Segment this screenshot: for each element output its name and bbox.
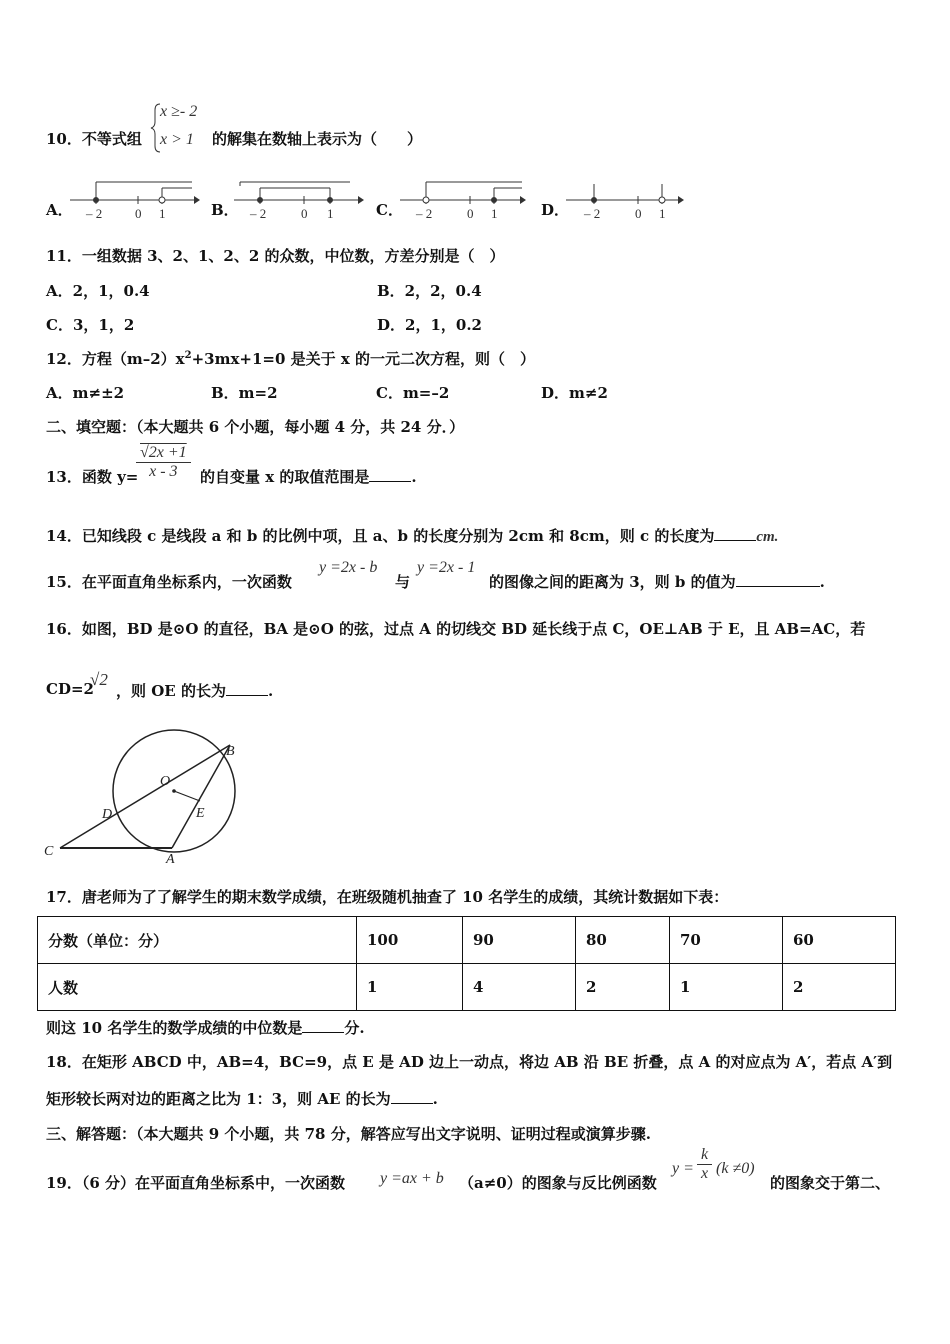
- table-cell-score-header: 分数（单位：分）: [38, 917, 357, 964]
- q15-function-1: y =2x - b: [319, 559, 378, 576]
- q10-suffix: 的解集在数轴上表示为（ ）: [212, 130, 423, 148]
- q14-text: 14．已知线段 c 是线段 a 和 b 的比例中项，且 a、b 的长度分别为 2cm 和 8cm，则 c 的长度为: [46, 527, 715, 545]
- q10-a-tick-0: 0: [135, 206, 142, 221]
- q12-stem-a: 12．方程（m–2）x: [46, 350, 185, 368]
- q13-fraction: [136, 444, 191, 481]
- q12-stem: [46, 348, 535, 369]
- q12-stem-b: +3mx+1=0 是关于 x 的一元二次方程，则（ ）: [191, 350, 536, 368]
- q17-after-end: 分.: [344, 1019, 365, 1037]
- q17-after-line: [46, 1017, 365, 1038]
- q17-score-table: [37, 916, 896, 1011]
- q13-numerator: √2x +1: [136, 444, 191, 463]
- q10-system-line1: x ≥- 2: [160, 103, 198, 120]
- q10-b-tick-0: 0: [301, 206, 308, 221]
- table-cell: 2: [783, 964, 896, 1011]
- q10-c-tick-1: 1: [491, 206, 498, 221]
- q11-stem: 11．一组数据 3、2、1、2、2 的众数，中位数，方差分别是（ ）: [46, 247, 505, 265]
- q12-option-c[interactable]: C．m=–2: [376, 384, 450, 402]
- q12-option-d[interactable]: D．m≠2: [541, 384, 608, 402]
- q15-mid: 与: [395, 573, 411, 591]
- q10-option-c-numberline[interactable]: [396, 178, 536, 222]
- table-cell: 70: [670, 917, 783, 964]
- q10-option-d-numberline[interactable]: [562, 178, 692, 222]
- table-row: [38, 917, 896, 964]
- q10-option-a-label: A．: [46, 201, 73, 219]
- q18-answer-blank[interactable]: [391, 1091, 433, 1104]
- q16-line2-suffix: ，则 OE 的长为: [116, 682, 226, 700]
- q11-option-b[interactable]: B．2，2，0.4: [377, 282, 482, 300]
- q10-a-tick-neg2: – 2: [86, 206, 103, 221]
- section-3-heading: 三、解答题：（本大题共 9 个小题，共 78 分，解答应写出文字说明、证明过程或演算步骤.: [46, 1125, 651, 1143]
- q15-answer-blank[interactable]: [736, 574, 820, 587]
- q10-b-tick-1: 1: [327, 206, 334, 221]
- q19-fraction: [697, 1146, 712, 1183]
- q13-denominator: x - 3: [149, 463, 178, 480]
- q13-suffix: 的自变量 x 的取值范围是: [200, 468, 370, 486]
- q10-option-a-numberline[interactable]: [66, 178, 206, 222]
- q16-geometry-figure: [40, 725, 250, 870]
- q10-b-tick-neg2: – 2: [250, 206, 267, 221]
- q16-label-e: E: [196, 806, 205, 821]
- q10-option-c-label: C．: [376, 201, 403, 219]
- table-cell: 80: [576, 917, 670, 964]
- q19-frac-den: x: [701, 1165, 709, 1182]
- q16-line1: 16．如图，BD 是⊙O 的直径，BA 是⊙O 的弦，过点 A 的切线交 BD 延长线于点 C，OE⊥AB 于 E，且 AB=AC，若: [46, 620, 866, 638]
- section-2-heading: 二、填空题：（本大题共 6 个小题，每小题 4 分，共 24 分．）: [46, 418, 465, 436]
- q11-option-d[interactable]: D．2，1，0.2: [377, 316, 482, 334]
- q19-frac-right: (k ≠0): [716, 1160, 755, 1177]
- q16-label-a: A: [166, 852, 175, 867]
- q18-line2-wrap: [46, 1088, 438, 1109]
- q13-suffix-line: [200, 466, 417, 487]
- q19-mid: （a≠0）的图象与反比例函数: [459, 1174, 657, 1192]
- q15-suffix-line: [489, 571, 825, 592]
- q19-suffix: 的图象交于第二、: [770, 1174, 891, 1192]
- q16-label-o: O: [160, 774, 171, 789]
- q13-answer-blank[interactable]: [369, 469, 411, 482]
- q10-d-tick-1: 1: [659, 206, 666, 221]
- q16-end: .: [267, 682, 274, 700]
- q10-a-tick-1: 1: [159, 206, 166, 221]
- q16-answer-blank[interactable]: [226, 683, 268, 696]
- q14-end: cm.: [756, 529, 779, 545]
- q16-label-c: C: [44, 844, 54, 859]
- table-cell: 1: [357, 964, 463, 1011]
- q18-end: .: [432, 1090, 438, 1108]
- q18-line2: 矩形较长两对边的距离之比为 1：3，则 AE 的长为: [46, 1090, 391, 1108]
- q15-suffix: 的图像之间的距离为 3，则 b 的值为: [489, 573, 736, 591]
- q18-line1: 18．在矩形 ABCD 中，AB=4，BC=9，点 E 是 AD 边上一动点，将边 AB 沿 BE 折叠，点 A 的对应点为 A′，若点 A′到: [46, 1053, 893, 1071]
- q13-prefix: 13．函数 y=: [46, 468, 139, 486]
- q16-label-b: B: [226, 744, 235, 759]
- q19-frac-left: y =: [672, 1160, 694, 1177]
- q16-line2-suffix-line: [116, 680, 273, 701]
- q12-option-b[interactable]: B．m=2: [211, 384, 278, 402]
- q16-label-d: D: [102, 807, 113, 822]
- q10-d-tick-0: 0: [635, 206, 642, 221]
- q19-frac-num: k: [697, 1146, 712, 1165]
- q16-line2-prefix: CD=2: [46, 680, 94, 698]
- table-cell: 1: [670, 964, 783, 1011]
- q10-d-tick-neg2: – 2: [584, 206, 601, 221]
- table-row: [38, 964, 896, 1011]
- q14-answer-blank[interactable]: [714, 528, 756, 541]
- q19-function-linear: y =ax + b: [380, 1170, 444, 1187]
- q14-line: [46, 525, 778, 546]
- q19-prefix: 19．（6 分）在平面直角坐标系中，一次函数: [46, 1174, 346, 1192]
- q13-end: .: [411, 468, 417, 486]
- q11-option-c[interactable]: C．3，1，2: [46, 316, 135, 334]
- q10-option-b-label: B．: [211, 201, 239, 219]
- q10-c-tick-0: 0: [467, 206, 474, 221]
- q10-prefix: 10．不等式组: [46, 130, 142, 148]
- q16-sqrt2: √2: [90, 670, 108, 689]
- q10-stem: [46, 128, 142, 149]
- q11-option-a[interactable]: A．2，1，0.4: [46, 282, 150, 300]
- q17-stem: 17．唐老师为了了解学生的期末数学成绩，在班级随机抽查了 10 名学生的成绩，其统计数据如下表：: [46, 888, 729, 906]
- table-cell-count-header: 人数: [38, 964, 357, 1011]
- q15-prefix: 15．在平面直角坐标系内，一次函数: [46, 573, 292, 591]
- q10-option-b-numberline[interactable]: [230, 178, 370, 222]
- q15-end: .: [819, 573, 825, 591]
- q17-after: 则这 10 名学生的数学成绩的中位数是: [46, 1019, 303, 1037]
- table-cell: 90: [463, 917, 576, 964]
- q15-function-2: y =2x - 1: [417, 559, 476, 576]
- q10-option-d-label: D．: [541, 201, 570, 219]
- q10-c-tick-neg2: – 2: [416, 206, 433, 221]
- table-cell: 2: [576, 964, 670, 1011]
- table-cell: 4: [463, 964, 576, 1011]
- table-cell: 100: [357, 917, 463, 964]
- table-cell: 60: [783, 917, 896, 964]
- q10-system-line2: x > 1: [160, 131, 194, 148]
- q12-option-a[interactable]: A．m≠±2: [46, 384, 125, 402]
- q17-answer-blank[interactable]: [302, 1020, 344, 1033]
- q12-exponent: 2: [184, 350, 192, 361]
